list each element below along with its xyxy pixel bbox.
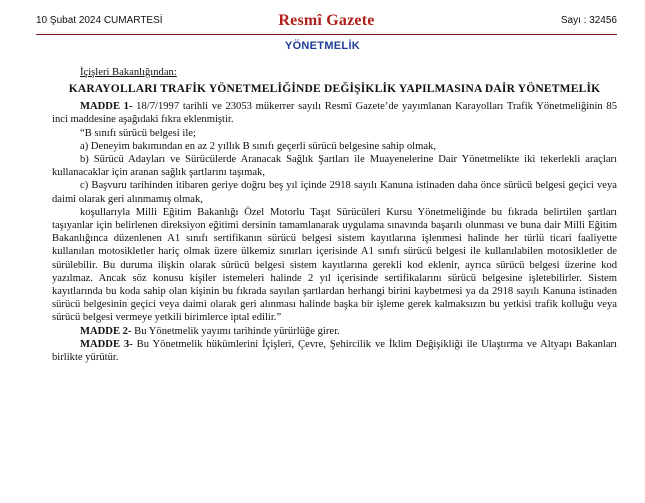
article-2-text: Bu Yönetmelik yayımı tarihinde yürürlüğe girer. <box>131 325 340 337</box>
article-2-label: MADDE 2- <box>80 325 132 337</box>
article-1-label: MADDE 1- <box>80 101 133 113</box>
article-2 <box>52 325 617 338</box>
quote-item-b: b) Sürücü Adayları ve Sürücülerde Aranacak Sağlık Şartları ile Muayenelerine Dair Yönetmelikte iki tekerlekli araçları kullanacaklar için aranan sağlık şartlarını taşımak, <box>52 154 617 179</box>
article-1-text: 18/7/1997 tarihli ve 23053 mükerrer sayılı Resmî Gazete’de yayımlanan Karayolları Trafik Yönetmeliğinin 85 inci maddesine aşağıdaki fıkra eklenmiştir. <box>52 101 617 126</box>
article-1 <box>52 100 617 126</box>
quote-item-a: a) Deneyim bakımından en az 2 yıllık B sınıfı geçerli sürücü belgesine sahip olmak, <box>80 140 436 152</box>
quote-item-c: c) Başvuru tarihinden itibaren geriye doğru beş yıl içinde 2918 sayılı Kanuna istinaden daha önce sürücü belgesi geçici veya daimi olarak geri alınmamış olmak, <box>52 180 617 205</box>
article-3-text: Bu Yönetmelik hükümlerini İçişleri, Çevre, Şehircilik ve İklim Değişikliği ile Ulaştırma ve Altyapı Bakanları birlikte yürütür. <box>52 338 617 364</box>
article-3-label: MADDE 3- <box>80 338 133 350</box>
ministry-name: İçişleri Bakanlığından: <box>80 67 177 78</box>
article-3 <box>52 338 617 364</box>
quote-conditions: koşullarıyla Milli Eğitim Bakanlığı Özel Motorlu Taşıt Sürücüleri Kursu Yönetmeliğinde bu fıkrada belirtilen şartları taşıyanlar için belirlenen direksiyon eğitimi dersinin tamamlanarak uygulama sınavında başarılı olunması ve buna dair Milli Eğitim Bakanlığınca düzenlenen A1 sınıfı sertifikanın sürücü belgesi sistem kayıtlarına işlenmesi halinde her türlü ticari faaliyette kullanılan motosikletler hariç olmak üzere ülkemiz sınırları içerisinde A1 sınıfı sürücü belgesi ile kullanılabilen motosikletler de sürülebilir. Bu duruma ilişkin olarak sürücü belgesi sistem kayıtlarına gerekli kod eklenir, ayrıca sürücü belgesi üzerine kod yazılmaz. Ancak söz konusu kişiler istemeleri halinde 2 yıl içerisinde sertifikalarını sürücü belgesine işletebilirler. Sistem kayıtlarında bu koda sahip olan kişinin bu fıkrada sayılan şartlardan herhangi birini kaybetmesi ya da 2918 sayılı Kanuna istinaden sürücü belgesinin geçici veya daimi olarak geri alınması halinde başka bir işleme gerek kalmaksızın bu yetkisi trafik kolluğu veya sürücü belgesi vermeye yetkili birimlerce iptal edilir.” <box>52 206 617 324</box>
quote-intro: “B sınıfı sürücü belgesi ile; <box>80 127 196 139</box>
gazette-title: Resmî Gazete <box>278 12 375 29</box>
issue-number: Sayı : 32456 <box>560 15 617 26</box>
section-title: YÖNETMELİK <box>284 40 361 52</box>
issue-date: 10 Şubat 2024 CUMARTESİ <box>36 15 163 26</box>
regulation-title: KARAYOLLARI TRAFİK YÖNETMELİĞİNDE DEĞİŞİKLİK YAPILMASINA DAİR YÖNETMELİK <box>68 83 601 96</box>
gazette-header <box>36 10 617 35</box>
regulation-body <box>52 66 617 364</box>
